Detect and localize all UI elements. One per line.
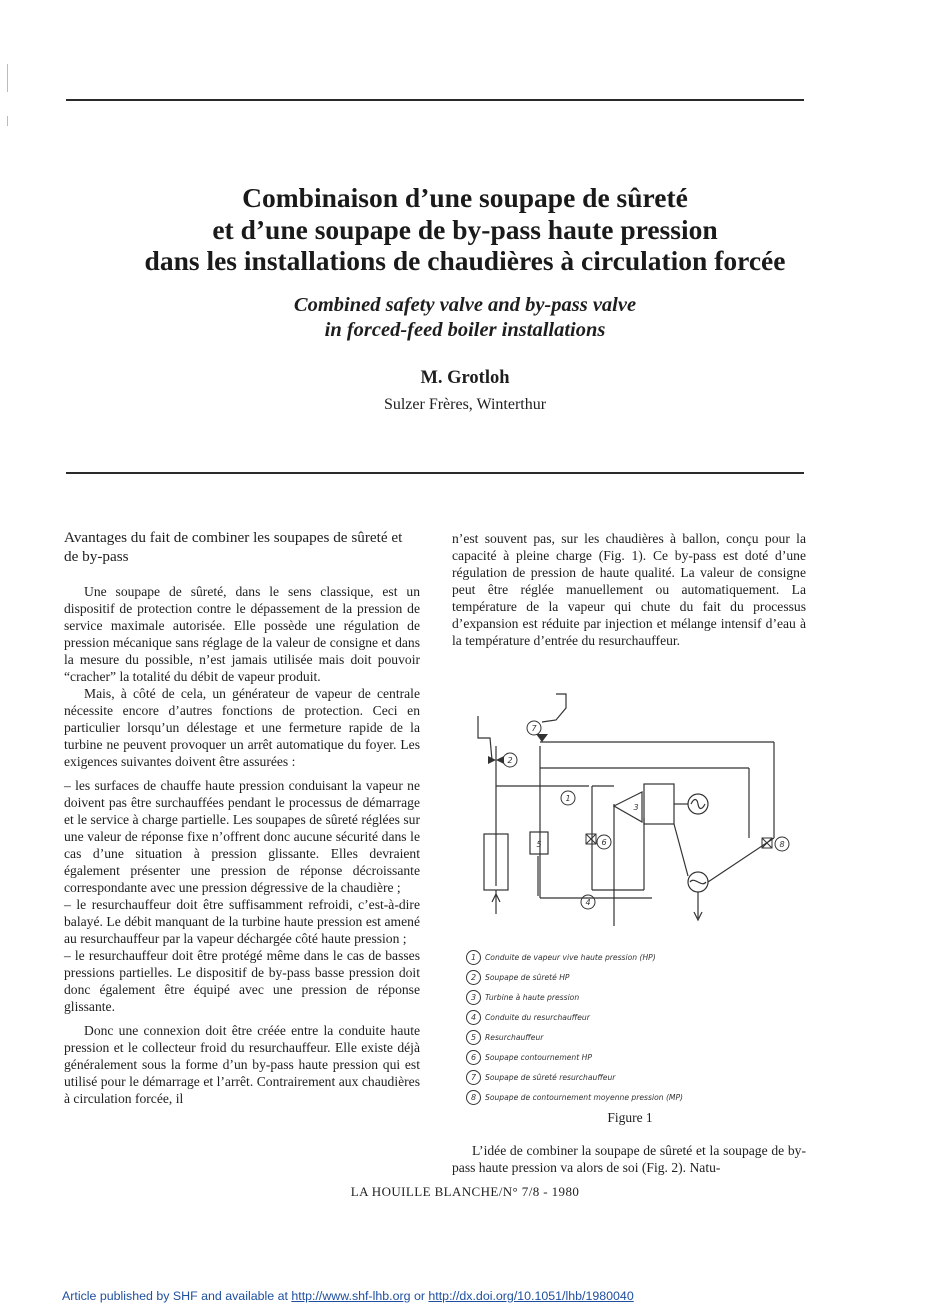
diagram-label: 4 xyxy=(585,898,591,907)
list-item: – les surfaces de chauffe haute pression conduisant la vapeur ne doivent pas être surchauffées pendant le processus de démarrage et le service à charge partielle. Les soupapes de sûreté réglées sur une valeur de réponse fixe n’offrent donc aucune sécurité dans le cas d’une situation à pression glissante. Elles devraient également présenter une pression de réponse décroissante correspondante avec une pression dégressive de la chaudière ; xyxy=(64,778,420,895)
section-heading: Avantages du fait de combiner les soupapes de sûreté et de by-pass xyxy=(64,529,403,565)
paragraph: Mais, à côté de cela, un générateur de vapeur de centrale nécessite encore d’autres fonctions de protection. Ceci en particulier lorsqu’un délestage et une fermeture rapide de la turbine ne peuvent provoquer un arrêt automatique du foyer. Les exigences suivantes doivent être assurées : xyxy=(64,686,420,769)
legend-item xyxy=(466,1029,543,1045)
legend-number: 8 xyxy=(466,1090,481,1105)
title-line: et d’une soupape de by-pass haute pression xyxy=(212,213,718,245)
legend-item xyxy=(466,1009,590,1025)
author-name: M. Grotloh xyxy=(420,368,510,388)
legend-number: 3 xyxy=(466,990,481,1005)
turbine-casing xyxy=(644,784,674,824)
article-title xyxy=(40,182,890,277)
legend-number: 6 xyxy=(466,1050,481,1065)
paragraph: L’idée de combiner la soupape de sûreté et la soupage de by-pass haute pression va alors de soi (Fig. 2). Natu- xyxy=(452,1143,806,1175)
doi-link[interactable]: http://dx.doi.org/10.1051/lhb/1980040 xyxy=(428,1289,634,1303)
legend-item xyxy=(466,1089,683,1105)
diagram-label: 8 xyxy=(779,840,785,849)
legend-item xyxy=(466,1069,615,1085)
generator-sine xyxy=(691,800,705,809)
author-affiliation: Sulzer Frères, Winterthur xyxy=(383,396,547,413)
legend-text: Resurchauffeur xyxy=(485,1032,544,1042)
diagram-label: 3 xyxy=(633,803,639,812)
legend-text: Soupape contournement HP xyxy=(485,1052,592,1062)
title-line: dans les installations de chaudières à circulation forcée xyxy=(144,245,786,276)
legend-number: 1 xyxy=(466,950,481,965)
top-rule xyxy=(66,99,804,101)
pipe xyxy=(708,838,774,882)
right-column-top xyxy=(452,530,806,649)
legend-text: Turbine à haute pression xyxy=(485,992,580,1002)
subtitle-line: in forced-feed boiler installations xyxy=(324,319,606,341)
legend-number: 5 xyxy=(466,1030,481,1045)
shf-link[interactable]: http://www.shf-lhb.org xyxy=(291,1289,411,1303)
figure-caption: Figure 1 xyxy=(607,1110,653,1125)
list-item: – le resurchauffeur doit être suffisamment refroidi, c’est-à-dire balayé. Le débit manquant de la turbine haute pression est amené au resurchauffeur par la vapeur déchargée côté haute pression ; xyxy=(64,897,420,946)
legend-text: Conduite du resurchauffeur xyxy=(485,1012,590,1022)
legend-text: Soupape de sûreté resurchauffeur xyxy=(485,1072,616,1082)
figure-1-diagram xyxy=(456,686,808,936)
scan-mark xyxy=(7,116,8,126)
publisher-middle: or xyxy=(410,1289,429,1303)
legend-item xyxy=(466,989,579,1005)
legend-text: Conduite de vapeur vive haute pression (HP) xyxy=(485,952,656,962)
legend-number: 4 xyxy=(466,1010,481,1025)
valve-7 xyxy=(536,734,548,742)
diagram-label: 1 xyxy=(565,794,571,803)
paragraph: Une soupape de sûreté, dans le sens classique, est un dispositif de protection contre le dépassement de la pression de service maximale autorisée. Elle possède une régulation de pression mécanique sans réglage de la valeur de consigne et dans la mesure du possible, n’est jamais utilisée mais doit pouvoir “cracher” la totalité du débit de vapeur produit. xyxy=(64,584,420,684)
legend-item xyxy=(466,949,656,965)
legend-item xyxy=(466,969,569,985)
publisher-bar xyxy=(62,1289,634,1303)
scan-mark xyxy=(7,64,8,92)
diagram-label: 7 xyxy=(531,724,537,733)
diagram-label: 2 xyxy=(507,756,513,765)
legend-number: 7 xyxy=(466,1070,481,1085)
running-footer: LA HOUILLE BLANCHE/N° 7/8 - 1980 xyxy=(350,1184,580,1199)
paragraph: n’est souvent pas, sur les chaudières à ballon, conçu pour la capacité à pleine charge (Fig. 1). Ce by-pass est doté d’une régulation de pression de haute qualité. La valeur de consigne peut être réglée manuellement ou automatiquement. La température de la vapeur qui chute du fait du processus d’expansion est réduite par injection et mélange intensif d’eau à la température d’entrée du resurchauffeur. xyxy=(452,531,806,648)
valve-6-mark xyxy=(586,834,596,844)
legend-text: Soupape de contournement moyenne pression (MP) xyxy=(485,1092,684,1102)
diagram-label: 5 xyxy=(536,840,542,849)
paragraph: Donc une connexion doit être créée entre la conduite haute pression et le collecteur froid du resurchauffeur. Elle existe déjà généralement sous la forme d’un by-pass haute pression qui est utilisé pour le démarrage et l’arrêt. Contrairement aux chaudières à circulation forcée, il xyxy=(64,1023,420,1106)
left-column xyxy=(64,528,420,1107)
right-column-bottom xyxy=(452,1142,806,1176)
valve-8-mark xyxy=(762,838,772,848)
boiler-stack-right xyxy=(542,694,566,722)
title-line: Combinaison d’une soupape de sûreté xyxy=(242,182,688,213)
legend-number: 2 xyxy=(466,970,481,985)
article-subtitle xyxy=(40,293,890,343)
pipe xyxy=(674,824,688,876)
publisher-prefix: Article published by SHF and available at xyxy=(62,1289,292,1303)
legend-text: Soupape de sûreté HP xyxy=(485,972,570,982)
boiler-stack-left xyxy=(478,716,492,760)
legend-item xyxy=(466,1049,592,1065)
subtitle-line: Combined safety valve and by-pass valve xyxy=(293,294,637,316)
list-item: – le resurchauffeur doit être protégé même dans le cas de basses pressions partielles. Le dispositif de by-pass basse pression doit donc également être équipé avec une pression de réponse glissante. xyxy=(64,948,420,1014)
condenser-coil xyxy=(690,880,706,883)
diagram-label: 6 xyxy=(601,838,607,847)
header-rule xyxy=(66,472,804,474)
